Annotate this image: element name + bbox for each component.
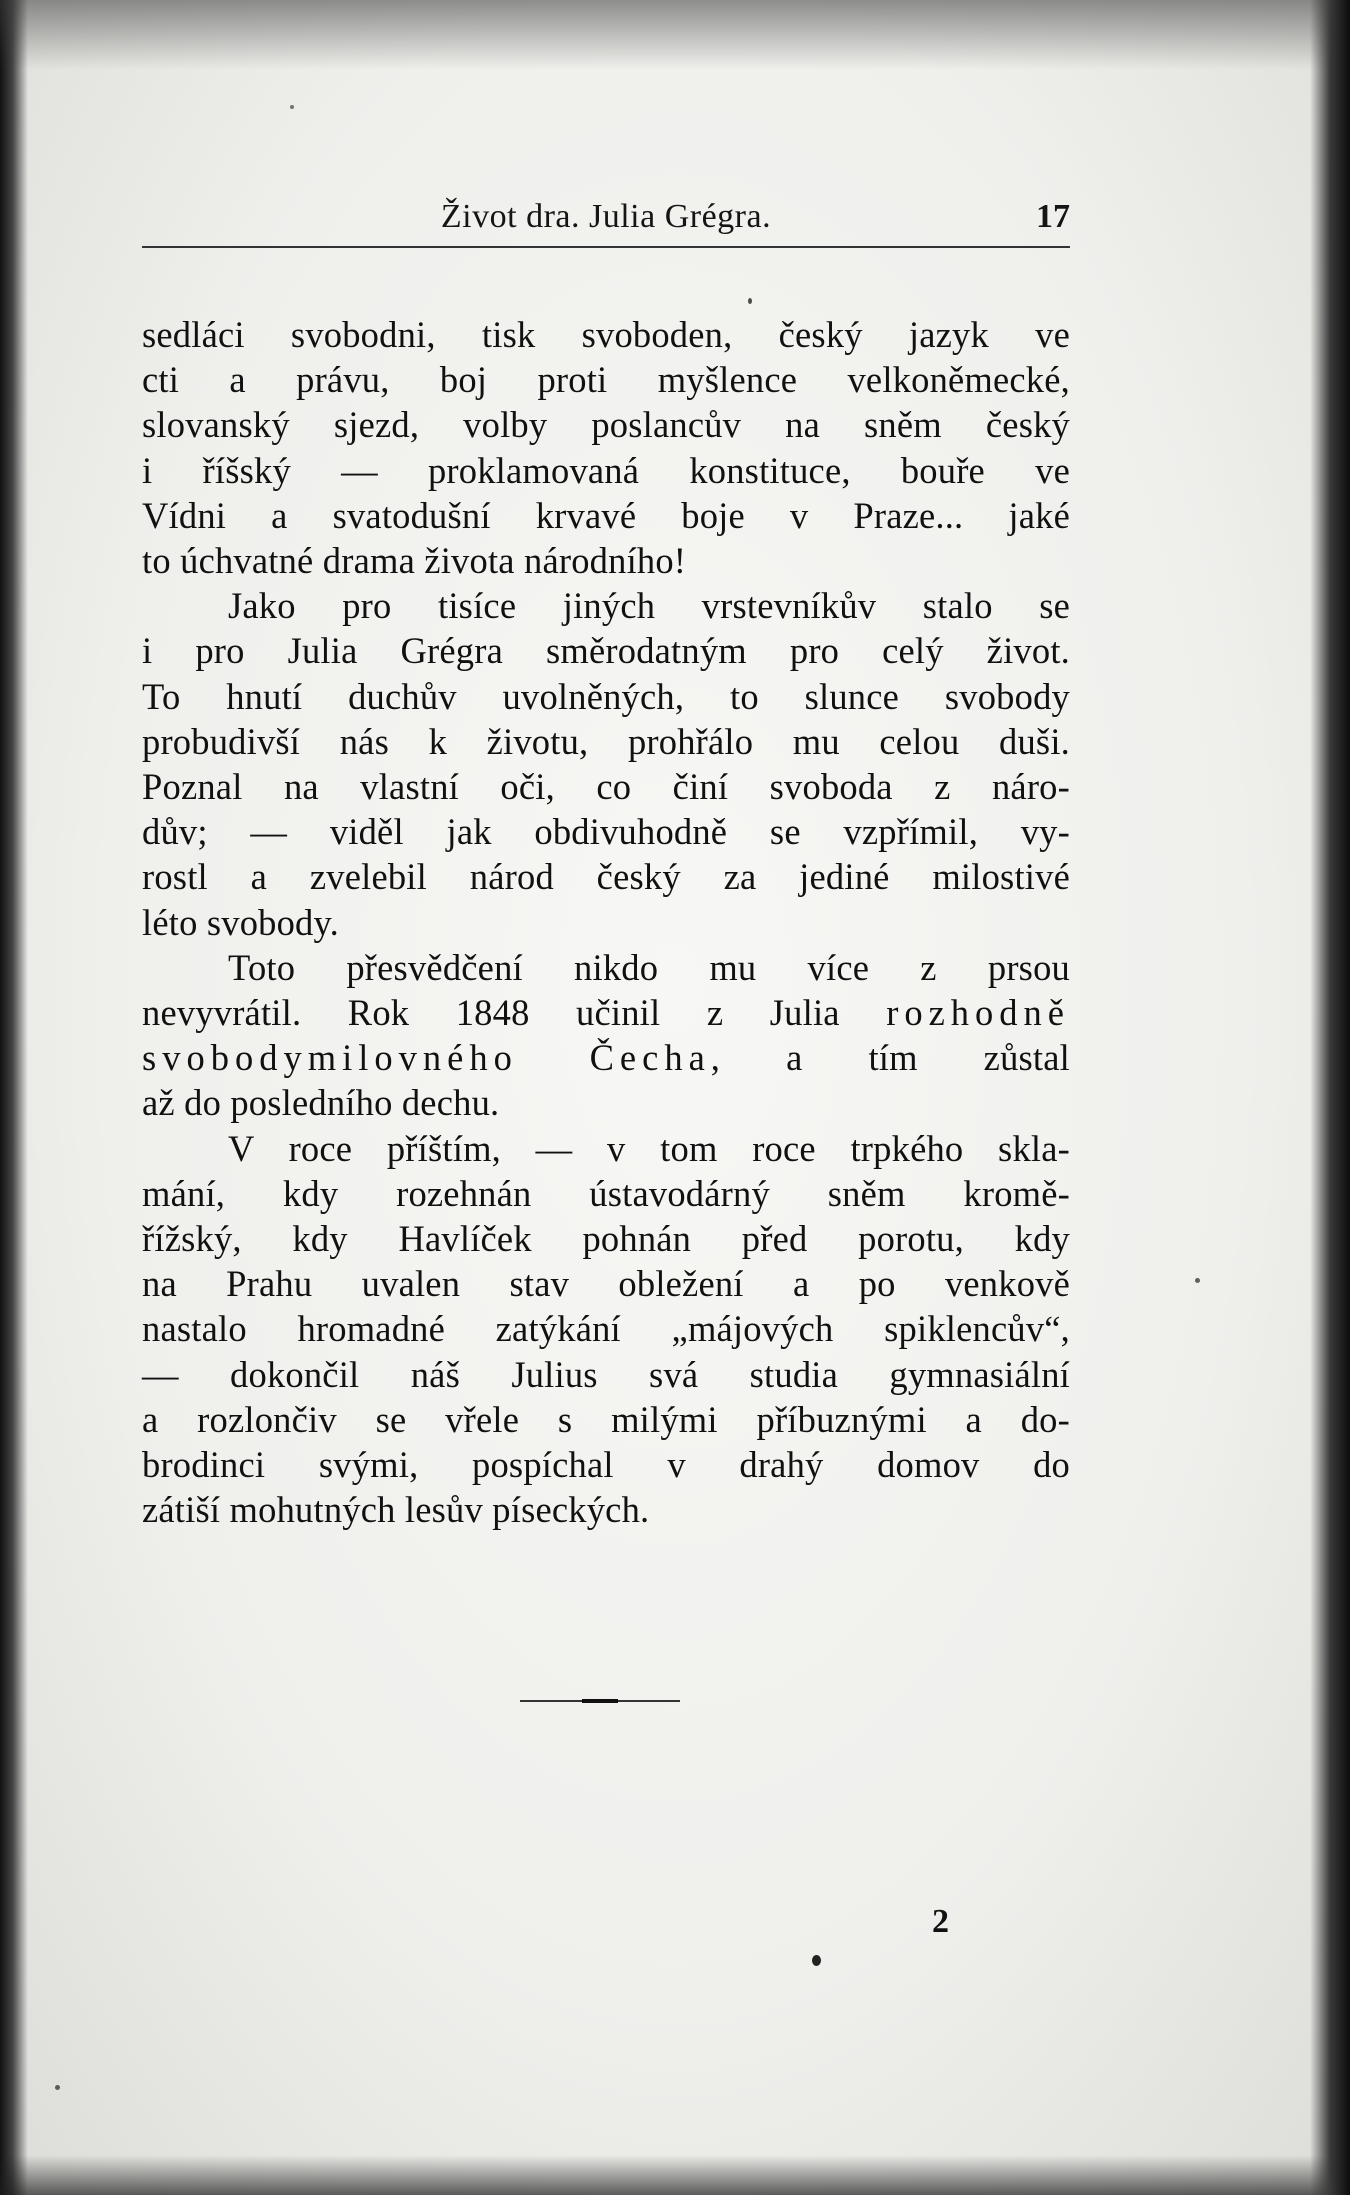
text-line: léto svobody. — [142, 901, 339, 943]
text-line — [142, 1035, 1070, 1080]
body-text — [142, 312, 1070, 1532]
text-line: mání, kdy rozehnán ústavodárný sněm kromě- — [142, 1172, 1070, 1214]
paragraph-3 — [142, 945, 1070, 1126]
text-line: brodinci svými, pospíchal v drahý domov do — [142, 1444, 1070, 1486]
text-line: to úchvatné drama života národního! — [142, 540, 687, 582]
text-line — [142, 990, 1070, 1035]
emphasis-spaced: svobodymilovného Čecha — [142, 1037, 711, 1079]
text-line: zátiší mohutných lesův píseckých. — [142, 1489, 650, 1531]
scan-speck — [55, 2085, 60, 2090]
text-line: sedláci svobodni, tisk svoboden, český jazyk ve — [142, 314, 1070, 355]
scan-speck — [1195, 1278, 1200, 1283]
text-line: V roce příštím, — v tom roce trpkého skla- — [228, 1127, 1070, 1169]
paragraph-2 — [142, 583, 1070, 945]
signature-mark: 2 — [932, 1903, 949, 1940]
text-line: slovanský sjezd, volby poslancův na sněm český — [142, 404, 1070, 446]
scan-speck — [748, 298, 752, 304]
text-run: nevyvrátil. Rok 1848 učinil z Julia — [142, 992, 887, 1034]
emphasis-spaced: rozhodně — [886, 992, 1070, 1034]
scan-top-shadow — [0, 0, 1350, 70]
text-line: až do posledního dechu. — [142, 1082, 500, 1124]
text-line: rostl a zvelebil národ český za jediné milostivé — [142, 856, 1070, 898]
text-run: , a tím zůstal — [710, 1037, 1071, 1079]
text-line: Poznal na vlastní oči, co činí svoboda z náro- — [142, 766, 1070, 808]
text-line: dův; — viděl jak obdivuhodně se vzpřímil, vy- — [142, 811, 1070, 853]
running-title: Život dra. Julia Grégra. — [440, 198, 772, 235]
page-number: 17 — [1036, 198, 1070, 235]
text-line: i pro Julia Grégra směrodatným pro celý život. — [142, 630, 1070, 672]
text-line: na Prahu uvalen stav obležení a po venkově — [142, 1263, 1070, 1305]
text-line: To hnutí duchův uvolněných, to slunce svobody — [142, 675, 1070, 717]
text-line: a rozlončiv se vřele s milými příbuznými a do- — [142, 1398, 1070, 1440]
text-line: nastalo hromadné zatýkání „májových spiklencův“, — [142, 1308, 1070, 1350]
text-line: cti a právu, boj proti myšlence velkoněmecké, — [142, 359, 1070, 401]
scan-speck — [812, 1955, 821, 1966]
section-divider — [520, 1700, 680, 1702]
text-line: Jako pro tisíce jiných vrstevníkův stalo se — [228, 585, 1070, 627]
running-header — [142, 198, 1070, 248]
text-line: — dokončil náš Julius svá studia gymnasiální — [142, 1353, 1070, 1395]
paragraph-1 — [142, 312, 1070, 583]
text-line: i říšský — proklamovaná konstituce, bouře ve — [142, 449, 1070, 491]
paragraph-4 — [142, 1126, 1070, 1533]
text-line: řížský, kdy Havlíček pohnán před porotu, kdy — [142, 1218, 1070, 1260]
scan-bottom-shadow — [0, 2155, 1350, 2195]
text-line: Vídni a svatodušní krvavé boje v Praze... jaké — [142, 494, 1070, 536]
scan-speck — [290, 105, 294, 109]
text-line: Toto přesvědčení nikdo mu více z prsou — [228, 946, 1070, 988]
text-line: probudivší nás k životu, prohřálo mu celou duši. — [142, 720, 1070, 762]
